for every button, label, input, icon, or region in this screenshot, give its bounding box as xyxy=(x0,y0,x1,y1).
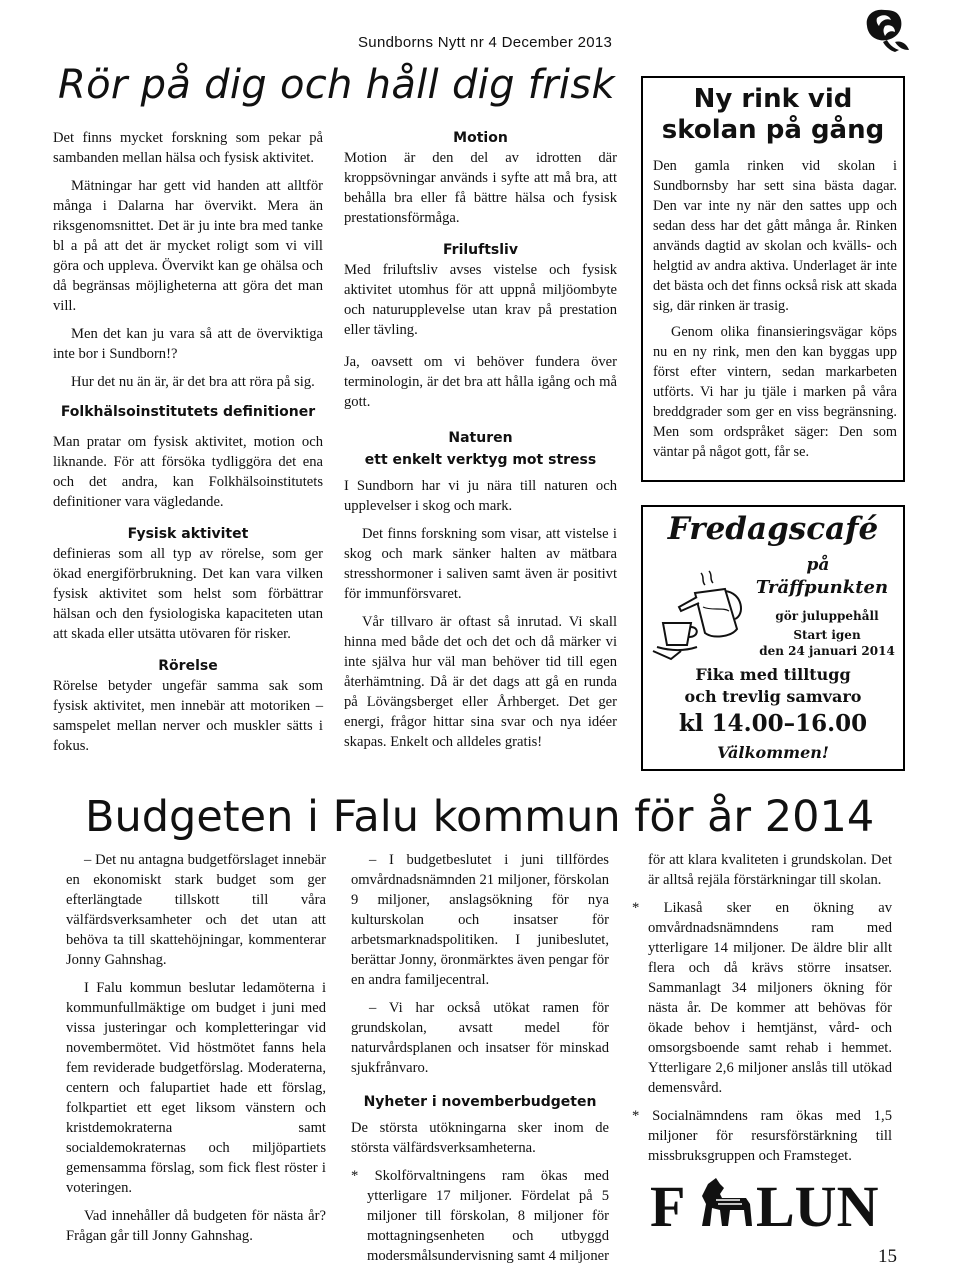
budget-paragraph: I Falu kommun beslutar ledamöterna i kommunfullmäktige om budget i juni med vissa justeringar och kompletteringar vid novembermötet. Vid höstmötet fanns hela fem reviderade budgetförslag. Moderaterna, centern och falupartiet hade ett förslag, folkpartiet ett eget liksom vänstern och kristdemokraterna samt socialdemokraternas och miljöpartiets gemensamma förslag, som fick flest röster i voteringen. xyxy=(66,980,326,1196)
article1-column-2 xyxy=(344,128,617,752)
section-text: I Sundborn har vi ju nära till naturen och upplevelser i skog och mark. xyxy=(344,478,617,514)
section-text: Man pratar om fysisk aktivitet, motion och liknande. För att försöka tydliggöra det ena och det andra, kan Folkhälsoinstitutets definitioner vara vägledande. xyxy=(53,434,323,510)
intro-paragraph: Det finns mycket forskning som pekar på sambanden mellan hälsa och fysisk aktivitet. xyxy=(53,130,323,166)
cafe-ad-box xyxy=(641,505,905,771)
rink-body xyxy=(653,156,897,462)
section-text: Ja, oavsett om vi behöver fundera över terminologin, är det bra att hålla igång och må gott. xyxy=(344,354,617,410)
cafe-time: kl 14.00–16.00 xyxy=(678,710,868,737)
svg-text:LUN: LUN xyxy=(756,1174,879,1236)
budget-paragraph: – Det nu antagna budgetförslaget innebär en ekonomiskt stark budget som ger efterlängtade tillskott till våra välfärdsverksamheter och det utan att behöva ta till skattehöjningar, kommenterar Jonny Gahnshag. xyxy=(66,852,326,968)
budget-column-1 xyxy=(66,850,326,1246)
rink-title xyxy=(643,84,903,146)
budget-paragraph: De största utökningarna sker inom de största välfärdsverksamheterna. xyxy=(351,1120,609,1156)
budget-bullet: * Likaså sker en ökning av omvårdnadsnämndens ram med ytterligare 14 miljoner. De äldre blir allt flera och då krävs större insatser. Sammanlagt 34 miljoners ökning för nästa år. De kommer att behövas för ökade behov i hemtjänst, vård- och omsorgsboende samt rehab i hemmet. Ytterligare 2,6 miljoner anslås till utökad demensvård. xyxy=(632,900,892,1096)
rink-news-box xyxy=(641,76,905,482)
intro-paragraph: Hur det nu än är, är det bra att röra på sig. xyxy=(71,374,315,390)
rink-title-line: skolan på gång xyxy=(661,115,885,145)
budget-paragraph: – I budgetbeslutet i juni tillfördes omvårdnadsnämnden 21 miljoner, förskolan 9 miljoner, anslagsökning för nya kulturskolan och insatser för arbetsmarknadspolitiken. I junibeslutet, berättar Jonny, öronmärktes även pengar för en andra familjecentral. xyxy=(351,852,609,988)
coffee-pot-icon xyxy=(651,567,761,667)
cafe-fika-line: Fika med tilltugg xyxy=(695,665,851,684)
section-heading: Friluftsliv xyxy=(443,242,518,258)
section-heading: Naturen xyxy=(448,430,513,446)
section-text: Med friluftsliv avses vistelse och fysisk aktivitet utomhus för att uppnå miljöombyte och naturupplevelse utan krav på prestation eller tävling. xyxy=(344,262,617,338)
falun-logo-graphic xyxy=(650,1174,880,1236)
budget-bullet: * Skolförvaltningens ram ökas med ytterligare 17 miljoner. Fördelat på 5 miljoner till förskolan, 8 miljoner för mottagningsenheten och utbyggd modersmålsundervisning samt 4 miljoner xyxy=(351,1168,609,1264)
falun-logo xyxy=(650,1174,880,1241)
budget-article-title: Budgeten i Falu kommun för år 2014 xyxy=(85,792,875,842)
budget-paragraph: – Vi har också utökat ramen för grundskolan, avsatt medel för naturvårdsplanen och insatser för minskad sjukfrånvaro. xyxy=(351,1000,609,1076)
dala-horse-icon xyxy=(702,1178,752,1226)
section-text: Motion är den del av idrotten där kroppsövningar används i syfte att må bra, att behålla bra eller få bättre hälsa och fysisk prestationsförmåga. xyxy=(344,150,617,226)
rose-logo-icon xyxy=(855,4,915,54)
cafe-event: gör juluppehåll xyxy=(775,609,879,623)
cafe-pa: på xyxy=(806,555,830,575)
cafe-fika-line: och trevlig samvaro xyxy=(684,687,862,706)
section-text: Vår tillvaro är oftast så inrutad. Vi skall hinna med både det och det och då märker vi inte själva hur väl man behöver tid till egen återhämtning. Då är det dags att gå en runda på Lövängsberget eller Århberget. Det ger energi, frågor hittar sina svar och nya idéer skapas. Enkelt och alldeles gratis! xyxy=(344,614,617,750)
budget-paragraph: för att klara kvaliteten i grundskolan. Det är alltså rejäla förstärkningar till skolan. xyxy=(648,852,892,888)
section-heading: ett enkelt verktyg mot stress xyxy=(364,452,597,468)
budget-paragraph: Vad innehåller då budgeten för nästa år? Frågan går till Jonny Gahnshag. xyxy=(66,1208,326,1244)
section-heading: Rörelse xyxy=(158,658,218,674)
section-heading: Fysisk aktivitet xyxy=(127,526,249,542)
rink-paragraph: Genom olika finansieringsvägar köps nu en ny rink, men den kan byggas upp först efter vintern, sedan markarbeten utförts. Vi har ju tjäle i marken på våra breddgrader som ger en viss begränsning. Men som ordspråket säger: Den som väntar på något gott, får se. xyxy=(653,324,897,460)
section-heading: Motion xyxy=(453,130,508,146)
page-number: 15 xyxy=(878,1246,897,1267)
cafe-start: Start igen xyxy=(793,628,861,642)
rink-paragraph: Den gamla rinken vid skolan i Sundbornsby har sett sina bästa dagar. Den var inte ny när den sattes upp och sedan dess har det gått många år. Rinken används dagtid av skolan och kvälls- och helgtid av andra aktiva. Underlaget är inte det bästa och det finns också risk att skada sig, där rinken är trasig. xyxy=(653,158,897,314)
intro-paragraph: Mätningar har gett vid handen att alltför många i Dalarna har övervikt. Mera än riksgenomsnittet. Det är ju inte bra med tanke bl a på att det är mycket roligt som vi vill göra och uppleva. Övervikt kan ge ohälsa och då begränsas möjligheterna att göra det man vill. xyxy=(53,178,323,314)
cafe-welcome: Välkommen! xyxy=(717,743,829,762)
budget-bullet: * Socialnämndens ram ökas med 1,5 miljoner för resursförstärkning till missbruksgruppen och Framsteget. xyxy=(632,1108,892,1164)
section-heading: Nyheter i novemberbudgeten xyxy=(363,1094,597,1110)
page-header: Sundborns Nytt nr 4 December 2013 xyxy=(358,34,613,51)
rink-title-line: Ny rink vid xyxy=(693,84,853,114)
section-text: Det finns forskning som visar, att vistelse i skog och mark sänker halten av mätbara stresshormoner i saliven samt även är positivt för immunförsvaret. xyxy=(344,526,617,602)
intro-paragraph: Men det kan ju vara så att de överviktiga inte bor i Sundborn!? xyxy=(53,326,323,362)
section-text: definieras som all typ av rörelse, som ger ökad energiförbrukning. Det kan vara vilken fysisk aktivitet som helst som förbättrar hälsan och den fysiologiska kapaciteten utan att skada eller utsätta utövaren för risker. xyxy=(53,546,323,642)
article-title: Rör på dig och håll dig frisk xyxy=(58,62,615,108)
section-text: Rörelse betyder ungefär samma sak som fysisk aktivitet, men innebär att motoriken – samspelet mellan nerver och muskler sätts i fokus. xyxy=(53,678,323,754)
budget-column-2 xyxy=(351,850,609,1266)
cafe-place: Träffpunkten xyxy=(755,577,889,598)
article1-column-1 xyxy=(53,128,323,756)
budget-column-3 xyxy=(632,850,892,1166)
cafe-title: Fredagscafé xyxy=(667,511,879,547)
svg-text:F: F xyxy=(650,1174,686,1236)
section-heading: Folkhälsoinstitutets definitioner xyxy=(60,404,316,420)
cafe-date: den 24 januari 2014 xyxy=(759,644,895,658)
